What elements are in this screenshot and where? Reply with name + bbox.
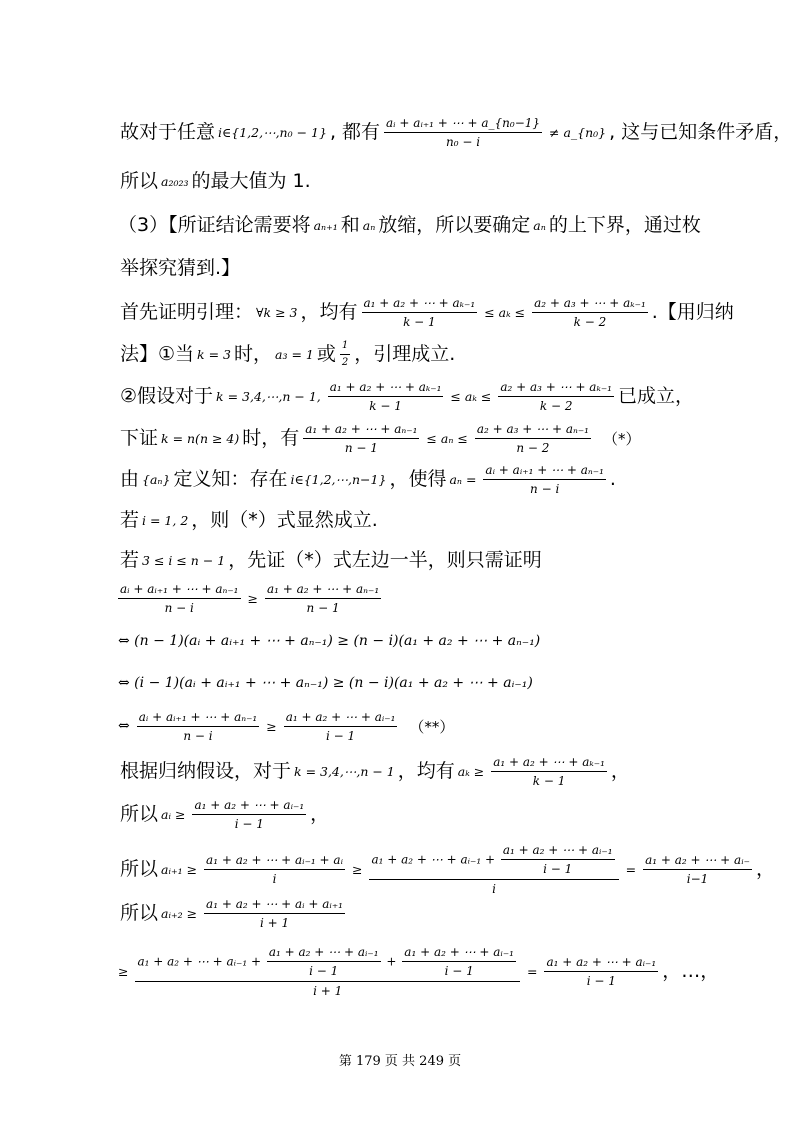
- numerator: a₁ + a₂ + ⋯ + aᵢ₋₁: [402, 945, 516, 962]
- math: ≥: [118, 964, 129, 980]
- denominator: k − 2: [539, 399, 573, 414]
- math: aₙ₊₁: [313, 217, 338, 233]
- numerator: a₁ + a₂ + ⋯ + aₖ₋₁: [362, 296, 478, 313]
- numerator: a₂ + a₃ + ⋯ + aₙ₋₁: [475, 422, 591, 439]
- math: a₃ = 1: [275, 347, 314, 362]
- fraction: [340, 340, 350, 369]
- text: ，先证（*）式左边一半，则只需证明: [228, 549, 542, 571]
- math: {aₙ}: [142, 472, 171, 488]
- fraction: [532, 296, 648, 330]
- fraction: [303, 422, 419, 456]
- math: ≥: [352, 862, 363, 878]
- numerator-text: a₁ + a₂ + ⋯ + aᵢ₋₁ +: [137, 954, 262, 969]
- math: 3 ≤ i ≤ n − 1: [142, 552, 226, 568]
- math: ⇔ (i − 1)(aᵢ + aᵢ₊₁ + ⋯ + aₙ₋₁) ≥ (n − i)(a₁ + a₂ + ⋯ + aᵢ₋₁): [118, 675, 533, 691]
- denominator: i − 1: [309, 964, 339, 979]
- denominator: i − 1: [543, 862, 573, 877]
- denominator: i − 1: [325, 729, 356, 744]
- math: aᵢ₊₁ ≥: [161, 862, 198, 878]
- text: 若: [120, 509, 140, 531]
- text: ，均有: [397, 760, 455, 783]
- math: =: [625, 862, 637, 878]
- fraction: [491, 755, 607, 789]
- math: ≠ a_{n₀}: [549, 125, 607, 141]
- text-line-6: [120, 340, 700, 369]
- fraction: [362, 296, 478, 330]
- numerator: aᵢ + aᵢ₊₁ + ⋯ + aₙ₋₁: [118, 582, 241, 599]
- fraction: [265, 582, 381, 616]
- denominator: k − 1: [532, 774, 566, 789]
- text-line-4: [120, 257, 700, 280]
- numerator: a₁ + a₂ + ⋯ + aᵢ₋: [643, 853, 752, 870]
- fraction: [384, 116, 542, 150]
- text: ，使得: [389, 468, 447, 491]
- math: ∀k ≥ 3: [256, 305, 298, 321]
- text: 故对于任意: [120, 121, 216, 144]
- fraction: [475, 422, 591, 456]
- text-line-19: [120, 897, 700, 931]
- numerator: [369, 843, 618, 880]
- numerator: aᵢ + aᵢ₊₁ + ⋯ + aₙ₋₁: [137, 710, 260, 727]
- denominator: n − i: [530, 482, 560, 497]
- denominator: n − 1: [306, 601, 340, 616]
- numerator: aᵢ + aᵢ₊₁ + ⋯ + a_{n₀−1}: [384, 116, 542, 133]
- text: 定义知：存在: [173, 468, 288, 491]
- math: ⇔: [118, 718, 130, 735]
- denominator: i: [272, 872, 277, 887]
- text: （*）: [603, 429, 641, 448]
- text: , 都有: [329, 121, 381, 144]
- fraction: [284, 710, 398, 744]
- text: ，…，: [662, 960, 720, 983]
- denominator: k − 2: [573, 315, 607, 330]
- numerator: a₁ + a₂ + ⋯ + aₖ₋₁: [328, 380, 444, 397]
- text: ，: [610, 760, 630, 783]
- numerator: a₁ + a₂ + ⋯ + aᵢ₋₁: [544, 955, 658, 972]
- numerator: 1: [340, 340, 350, 355]
- page-footer: 第 179 页 共 249 页: [338, 1054, 462, 1069]
- fraction: [328, 380, 444, 414]
- plus-sign: +: [386, 954, 397, 969]
- text: 的上下界，通过枚: [548, 214, 701, 236]
- math: ≤ aₙ ≤: [426, 431, 468, 447]
- text: ②假设对于: [120, 385, 214, 408]
- text: ，: [310, 803, 330, 826]
- text-line-8: [120, 422, 700, 456]
- text: ，均有: [300, 301, 358, 324]
- math: a₂₀₂₃: [161, 173, 189, 189]
- text: 所以: [120, 858, 159, 881]
- text: （**）: [409, 717, 455, 736]
- math: =: [527, 964, 538, 980]
- numerator: [135, 945, 520, 982]
- inner-fraction: [402, 945, 516, 979]
- text-line-16: [120, 755, 700, 789]
- math: aᵢ₊₂ ≥: [161, 906, 198, 922]
- numerator: a₁ + a₂ + ⋯ + aₙ₋₁: [265, 582, 381, 599]
- text: 时，有: [242, 427, 300, 450]
- text: 和: [340, 214, 360, 236]
- text-line-15: [118, 710, 700, 744]
- denominator: i − 1: [444, 964, 474, 979]
- denominator: i + 1: [313, 983, 343, 998]
- text-line-17: [120, 798, 700, 832]
- text: .: [609, 468, 616, 491]
- denominator: i−1: [686, 872, 709, 887]
- text: 或: [316, 343, 336, 366]
- text-line-11: [120, 549, 700, 572]
- text-line-7: [120, 380, 700, 414]
- numerator: a₁ + a₂ + ⋯ + aᵢ₋₁: [192, 798, 306, 815]
- math: aₙ: [362, 217, 376, 233]
- text-line-5: [120, 296, 734, 330]
- numerator: aᵢ + aᵢ₊₁ + ⋯ + aₙ₋₁: [483, 463, 606, 480]
- text: 若: [120, 549, 140, 571]
- text: 由: [120, 468, 140, 491]
- text: 首先证明引理：: [120, 301, 254, 324]
- denominator: i − 1: [234, 817, 264, 832]
- fraction: [192, 798, 306, 832]
- denominator: i + 1: [259, 916, 290, 931]
- text: .【用归纳: [651, 301, 734, 324]
- math: ≤ aₖ ≤: [484, 305, 526, 321]
- math: aₙ =: [449, 472, 477, 488]
- text: 所以: [120, 803, 159, 826]
- text-line-9: [120, 463, 700, 497]
- numerator: a₁ + a₂ + ⋯ + aᵢ₋₁ + aᵢ: [204, 853, 345, 870]
- fraction: [137, 710, 260, 744]
- numerator: a₁ + a₂ + ⋯ + aᵢ₋₁: [267, 945, 381, 962]
- math: aᵢ ≥: [161, 807, 186, 823]
- denominator: n − i: [183, 729, 213, 744]
- text: 的最大值为 1.: [191, 170, 311, 192]
- math: ≥: [247, 591, 258, 607]
- text: 法】①当: [120, 343, 195, 366]
- text-line-20: [118, 945, 720, 998]
- numerator: a₂ + a₃ + ⋯ + aₖ₋₁: [532, 296, 648, 313]
- math: i = 1, 2: [142, 512, 189, 528]
- math: k = 3,4,⋯,n − 1,: [216, 389, 321, 405]
- denominator: i: [492, 881, 496, 896]
- denominator: n − 2: [516, 441, 550, 456]
- numerator: a₁ + a₂ + ⋯ + aᵢ₋₁: [501, 843, 615, 860]
- text-line-13: [118, 633, 700, 650]
- numerator-text: a₁ + a₂ + ⋯ + aᵢ₋₁ +: [371, 852, 496, 867]
- text-line-14: [118, 675, 700, 692]
- fraction: [204, 853, 345, 887]
- text-line-1: [120, 116, 793, 150]
- text: 所以: [120, 170, 159, 192]
- numerator: a₁ + a₂ + ⋯ + aₖ₋₁: [491, 755, 607, 772]
- denominator: k − 1: [403, 315, 436, 330]
- math: k = n(n ≥ 4): [161, 431, 240, 447]
- text: 举探究猜到.】: [120, 257, 241, 279]
- numerator: a₂ + a₃ + ⋯ + aₖ₋₁: [498, 380, 614, 397]
- denominator: n − i: [164, 601, 194, 616]
- numerator: a₁ + a₂ + ⋯ + aₙ₋₁: [303, 422, 419, 439]
- inner-fraction: [267, 945, 381, 979]
- fraction: [483, 463, 606, 497]
- text: 时，: [234, 343, 273, 366]
- text-line-2: [120, 170, 700, 193]
- math: aₖ ≥: [457, 764, 485, 780]
- math: ⇔ (n − 1)(aᵢ + aᵢ₊₁ + ⋯ + aₙ₋₁) ≥ (n − i)(a₁ + a₂ + ⋯ + aₙ₋₁): [118, 633, 541, 649]
- text: ，: [755, 858, 775, 881]
- math: ≥: [266, 719, 277, 735]
- denominator: k − 1: [369, 399, 402, 414]
- math: k = 3: [197, 347, 231, 362]
- denominator: n₀ − i: [445, 135, 481, 150]
- math: i∈{1,2,⋯,n₀ − 1}: [218, 125, 327, 141]
- fraction: [498, 380, 614, 414]
- fraction: [643, 853, 752, 887]
- text-line-3: [118, 214, 700, 237]
- fraction: [204, 897, 345, 931]
- text-line-10: [120, 509, 700, 532]
- math: aₙ: [533, 217, 546, 233]
- text-line-12: [118, 582, 700, 616]
- fraction: [544, 955, 658, 989]
- text: 所以: [120, 902, 159, 925]
- text: ，则（*）式显然成立.: [191, 509, 378, 531]
- text: 已成立，: [617, 385, 694, 408]
- denominator: n − 1: [344, 441, 378, 456]
- math: i∈{1,2,⋯,n−1}: [290, 472, 387, 488]
- math: k = 3,4,⋯,n − 1: [294, 764, 395, 780]
- numerator: a₁ + a₂ + ⋯ + aᵢ₋₁: [284, 710, 398, 727]
- text: , 这与已知条件矛盾，: [609, 121, 793, 144]
- math: ≤ aₖ ≤: [450, 389, 492, 405]
- fraction: [135, 945, 520, 998]
- inner-fraction: [501, 843, 615, 877]
- text: ，引理成立.: [354, 343, 456, 366]
- text: 下证: [120, 427, 159, 450]
- text: 根据归纳假设，对于: [120, 760, 292, 783]
- text-line-18: [120, 843, 775, 896]
- text: 放缩，所以要确定: [378, 214, 531, 236]
- text: （3）【所证结论需要将: [118, 214, 311, 236]
- denominator: i − 1: [586, 974, 616, 989]
- denominator: 2: [341, 357, 349, 368]
- fraction: [369, 843, 618, 896]
- numerator: a₁ + a₂ + ⋯ + aᵢ + aᵢ₊₁: [204, 897, 345, 914]
- fraction: [118, 582, 241, 616]
